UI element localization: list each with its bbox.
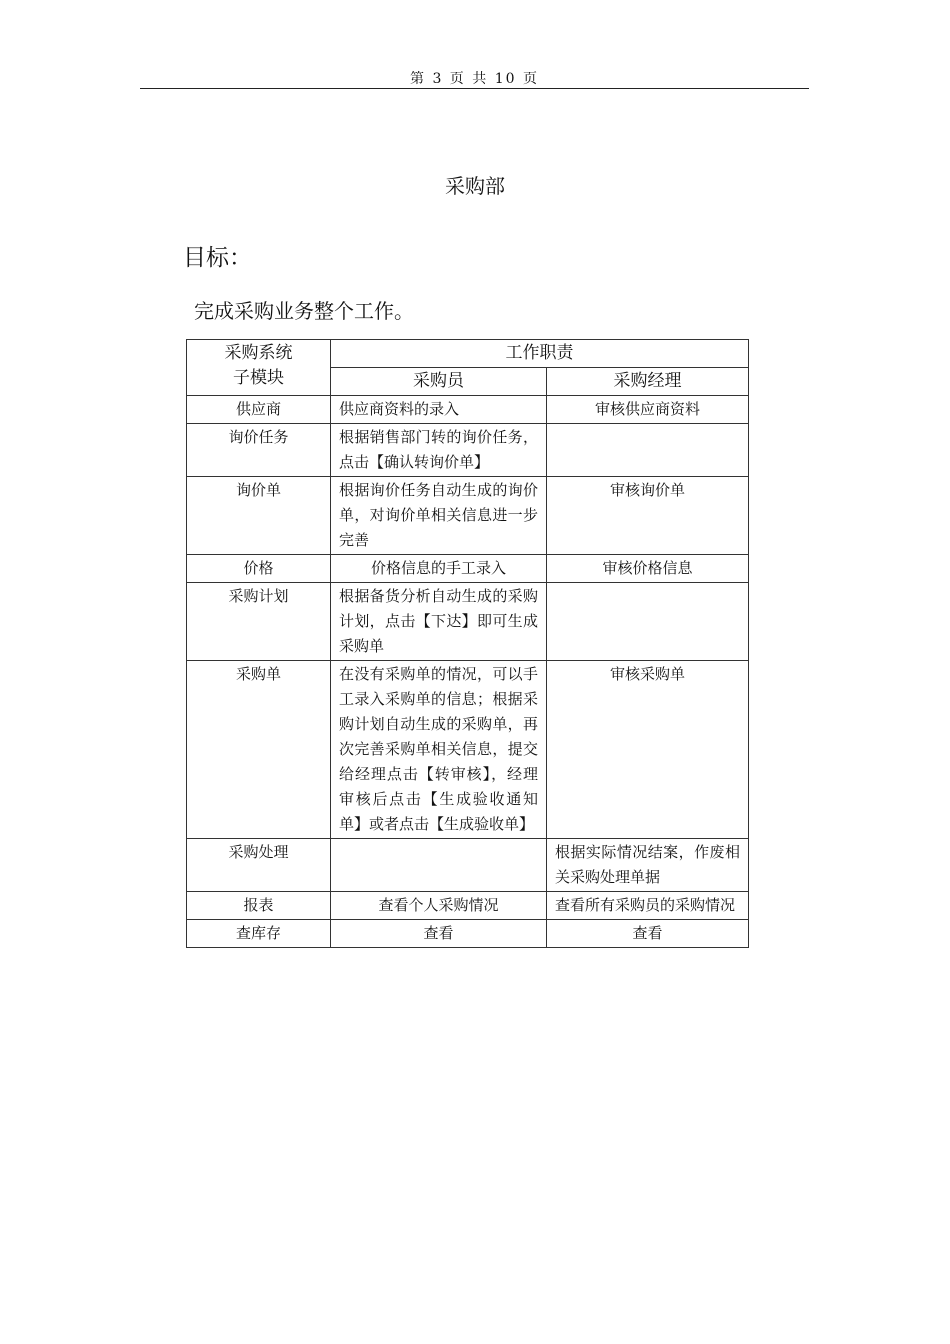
table-row — [187, 555, 749, 583]
buyer-duty-cell: 根据销售部门转的询价任务，点击【确认转询价单】 — [331, 424, 547, 477]
buyer-duty-cell — [331, 839, 547, 892]
department-title: 采购部 — [445, 174, 505, 198]
manager-duty-cell — [547, 583, 749, 661]
buyer-column-header: 采购员 — [331, 368, 547, 396]
module-cell: 采购单 — [187, 661, 331, 839]
module-header-line1: 采购系统 — [224, 343, 293, 363]
manager-duty-cell: 查看所有采购员的采购情况 — [547, 892, 749, 920]
buyer-duty-cell: 价格信息的手工录入 — [331, 555, 547, 583]
buyer-duty-cell: 供应商资料的录入 — [331, 396, 547, 424]
table-row — [187, 396, 749, 424]
manager-column-header: 采购经理 — [547, 368, 749, 396]
manager-duty-cell: 查看 — [547, 920, 749, 948]
table-row — [187, 839, 749, 892]
goal-heading: 目标： — [183, 245, 252, 271]
table-row — [187, 477, 749, 555]
table-row — [187, 583, 749, 661]
buyer-duty-cell: 查看个人采购情况 — [331, 892, 547, 920]
module-cell: 查库存 — [187, 920, 331, 948]
module-header-line2: 子模块 — [233, 368, 284, 388]
module-cell: 询价单 — [187, 477, 331, 555]
duty-column-header: 工作职责 — [331, 340, 749, 368]
header-divider — [140, 88, 809, 89]
module-cell: 供应商 — [187, 396, 331, 424]
module-cell: 询价任务 — [187, 424, 331, 477]
manager-duty-cell: 审核采购单 — [547, 661, 749, 839]
module-cell: 报表 — [187, 892, 331, 920]
page-header: 第 3 页 共 10 页 — [410, 71, 539, 87]
manager-duty-cell: 审核价格信息 — [547, 555, 749, 583]
buyer-duty-cell: 根据询价任务自动生成的询价单，对询价单相关信息进一步完善 — [331, 477, 547, 555]
module-cell: 价格 — [187, 555, 331, 583]
buyer-duty-cell: 根据备货分析自动生成的采购计划，点击【下达】即可生成采购单 — [331, 583, 547, 661]
manager-duty-cell: 审核供应商资料 — [547, 396, 749, 424]
table-row — [187, 424, 749, 477]
table-row — [187, 892, 749, 920]
table-row — [187, 920, 749, 948]
duty-table — [186, 339, 749, 948]
manager-duty-cell: 审核询价单 — [547, 477, 749, 555]
module-column-header — [187, 340, 331, 396]
buyer-duty-cell: 在没有采购单的情况，可以手工录入采购单的信息；根据采购计划自动生成的采购单，再次完善采购单相关信息，提交给经理点击【转审核】，经理审核后点击【生成验收通知单】或者点击【生成验收单】 — [331, 661, 547, 839]
module-cell: 采购计划 — [187, 583, 331, 661]
table-row — [187, 661, 749, 839]
manager-duty-cell — [547, 424, 749, 477]
goal-text: 完成采购业务整个工作。 — [194, 299, 414, 323]
module-cell: 采购处理 — [187, 839, 331, 892]
table-header-row — [187, 340, 749, 368]
buyer-duty-cell: 查看 — [331, 920, 547, 948]
manager-duty-cell: 根据实际情况结案，作废相关采购处理单据 — [547, 839, 749, 892]
